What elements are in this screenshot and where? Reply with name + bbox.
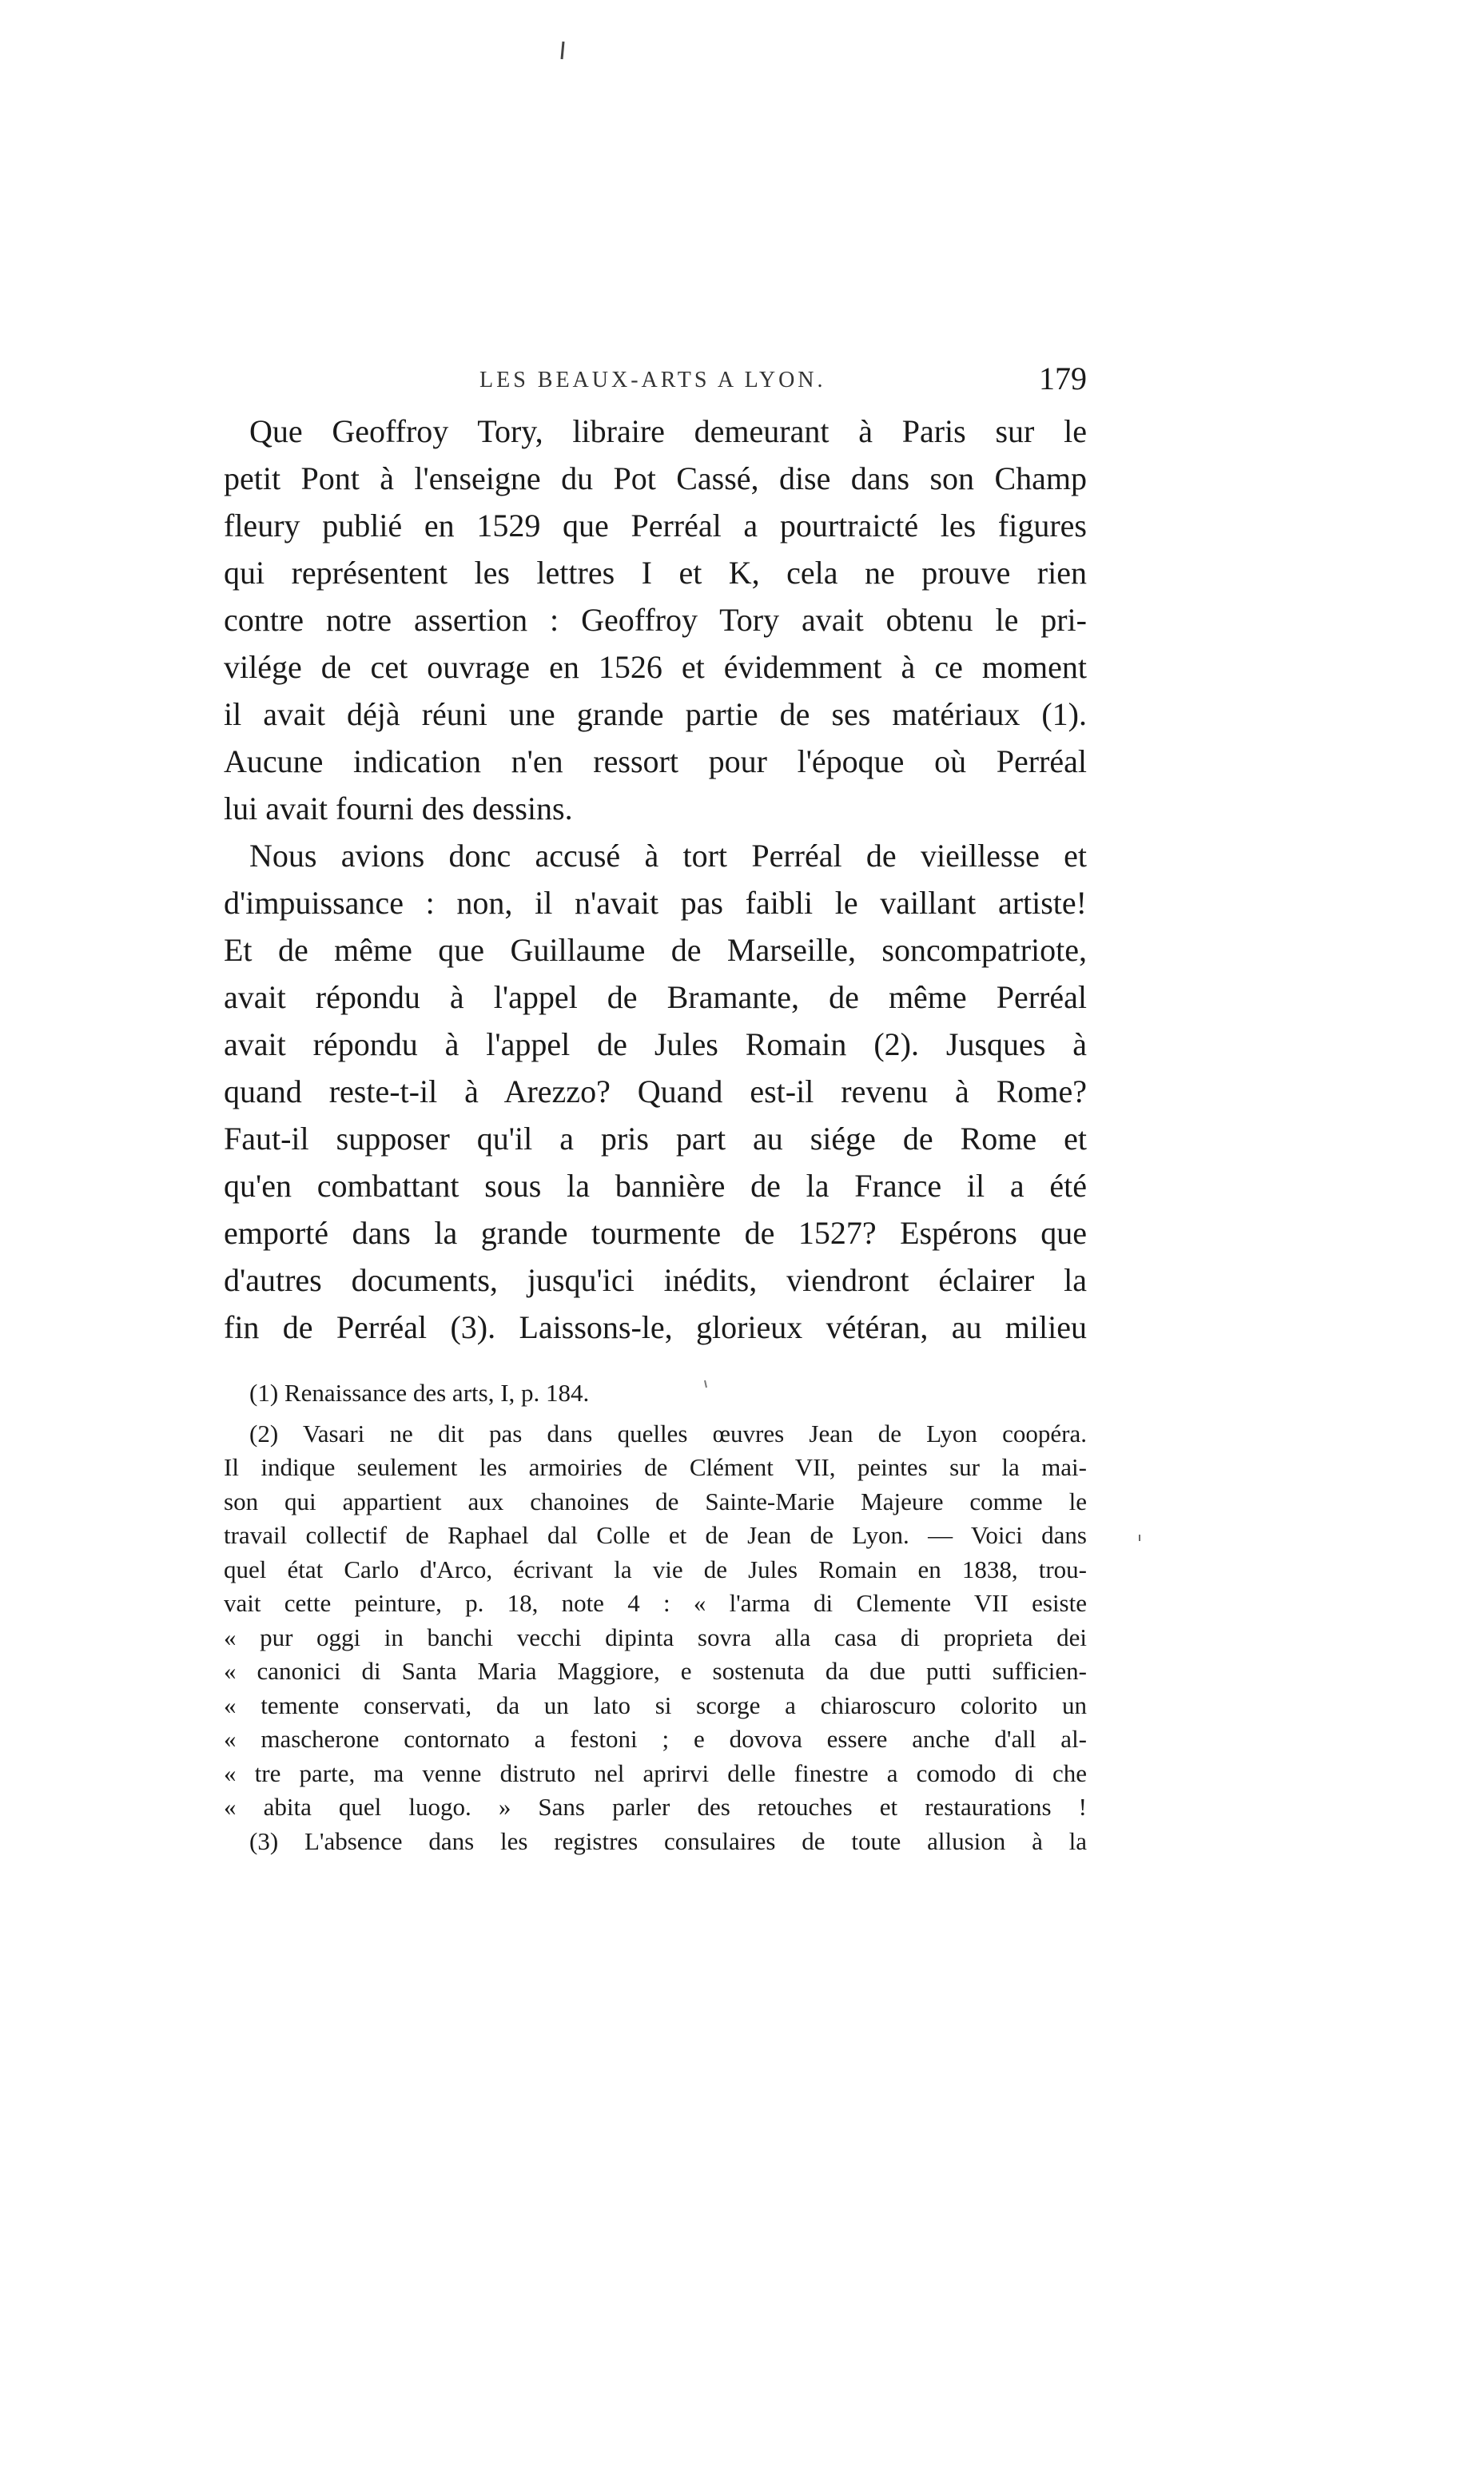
- footnote-1: [224, 1376, 1087, 1411]
- text-line: Que Geoffroy Tory, libraire demeurant à Paris sur le: [249, 413, 1087, 449]
- text-line: qu'en combattant sous la bannière de la France il a été: [224, 1168, 1087, 1204]
- body-text: [224, 408, 1087, 1351]
- text-line: Aucune indication n'en ressort pour l'époque où Perréal: [224, 743, 1087, 779]
- text-line: lui avait fourni des dessins.: [224, 790, 573, 826]
- footnote-line: son qui appartient aux chanoines de Sainte-Marie Majeure comme le: [224, 1487, 1087, 1515]
- footnote-line: « abita quel luogo. » Sans parler des retouches et restaurations !: [224, 1793, 1087, 1821]
- page-number: 179: [1039, 360, 1087, 396]
- text-line: petit Pont à l'enseigne du Pot Cassé, dise dans son Champ: [224, 460, 1087, 496]
- text-line: il avait déjà réuni une grande partie de ses matériaux (1).: [224, 696, 1087, 732]
- footnote-line: « canonici di Santa Maria Maggiore, e sostenuta da due putti sufficien-: [224, 1657, 1087, 1685]
- text-line: d'autres documents, jusqu'ici inédits, viendront éclairer la: [224, 1262, 1087, 1298]
- text-line: quand reste-t-il à Arezzo? Quand est-il revenu à Rome?: [224, 1073, 1087, 1109]
- footnotes: [224, 1376, 1087, 1858]
- text-line: avait répondu à l'appel de Jules Romain (2). Jusques à: [224, 1026, 1087, 1062]
- footnote-line: « mascherone contornato a festoni ; e dovova essere anche d'all al-: [224, 1725, 1087, 1753]
- page-header: [224, 360, 1087, 408]
- footnote-line: « pur oggi in banchi vecchi dipinta sovra alla casa di proprieta dei: [224, 1623, 1087, 1651]
- footnote-line: « tre parte, ma venne distruto nel aprirvi delle finestre a comodo di che: [224, 1758, 1087, 1787]
- footnote-line: « temente conservati, da un lato si scorge a chiaroscuro colorito un: [224, 1690, 1087, 1719]
- footnote-line: travail collectif de Raphael dal Colle et de Jean de Lyon. — Voici dans: [224, 1521, 1087, 1549]
- footnote-3: [224, 1825, 1087, 1859]
- text-line: contre notre assertion : Geoffroy Tory avait obtenu le pri-: [224, 602, 1087, 638]
- footnote-line: (2) Vasari ne dit pas dans quelles œuvres Jean de Lyon coopéra.: [249, 1419, 1087, 1448]
- text-line: fleury publié en 1529 que Perréal a pourtraicté les figures: [224, 508, 1087, 544]
- footnote-line: Il indique seulement les armoiries de Clément VII, peintes sur la mai-: [224, 1453, 1087, 1481]
- footnote-2: [224, 1417, 1087, 1825]
- text-line: Faut-il supposer qu'il a pris part au siége de Rome et: [224, 1121, 1087, 1157]
- running-title: LES BEAUX-ARTS A LYON.: [479, 368, 826, 392]
- footnote-line: vait cette peinture, p. 18, note 4 : « l'arma di Clemente VII esiste: [224, 1589, 1087, 1617]
- footnote-line: (3) L'absence dans les registres consulaires de toute allusion à la: [249, 1826, 1087, 1855]
- text-line: Nous avions donc accusé à tort Perréal de vieillesse et: [249, 838, 1087, 874]
- text-line: d'impuissance : non, il n'avait pas faibli le vaillant artiste!: [224, 885, 1087, 921]
- text-line: vilége de cet ouvrage en 1526 et évidemment à ce moment: [224, 649, 1087, 685]
- footnote-line: quel état Carlo d'Arco, écrivant la vie de Jules Romain en 1838, trou-: [224, 1555, 1087, 1583]
- speck-top: [562, 42, 563, 59]
- text-line: emporté dans la grande tourmente de 1527? Espérons que: [224, 1215, 1087, 1251]
- text-line: avait répondu à l'appel de Bramante, de même Perréal: [224, 979, 1087, 1015]
- footnote-line: (1) Renaissance des arts, I, p. 184.: [249, 1379, 590, 1407]
- text-line: Et de même que Guillaume de Marseille, soncompatriote,: [224, 932, 1087, 968]
- text-line: fin de Perréal (3). Laissons-le, glorieux vétéran, au milieu: [224, 1309, 1087, 1345]
- text-line: qui représentent les lettres I et K, cela ne prouve rien: [224, 555, 1087, 591]
